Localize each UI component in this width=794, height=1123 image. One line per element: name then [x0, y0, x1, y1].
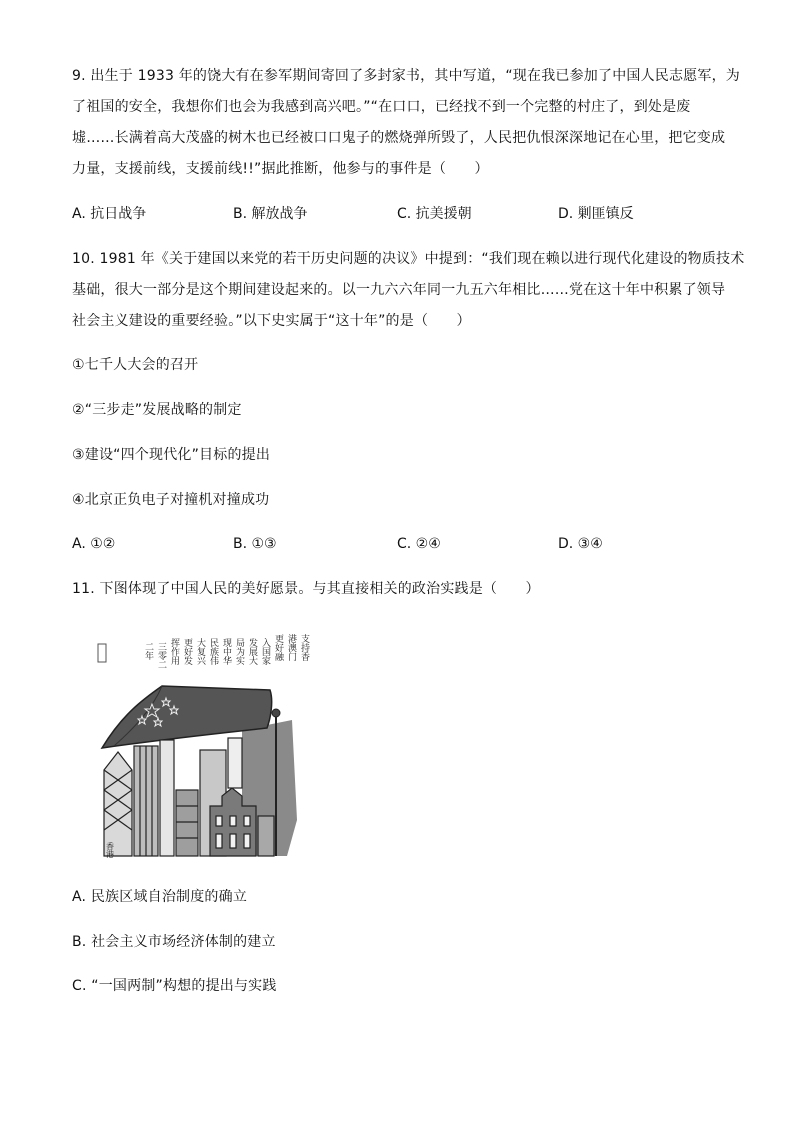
q10-option-d[interactable]: D. ③④: [558, 536, 603, 552]
q11-option-b[interactable]: B. 社会主义市场经济体制的建立: [72, 934, 276, 950]
q9-option-d[interactable]: D. 剿匪镇反: [558, 206, 634, 222]
q10-item-2: ②“三步走”发展战略的制定: [72, 402, 242, 418]
calligraphy-col-10: 更好发: [182, 638, 192, 665]
calligraphy-col-7: 现中华: [221, 638, 231, 665]
q10-options: [72, 534, 732, 554]
calligraphy-col-9: 大复兴: [195, 638, 205, 665]
calligraphy-col-2: 港澳门: [286, 634, 296, 661]
hk-label: 香港: [105, 842, 115, 858]
calligraphy-col-1: 支持香: [299, 634, 309, 661]
q10-line-2: 基础，很大一部分是这个期间建设起来的。以一九六六年同一九五六年相比……党在这十年中积累了领导: [72, 282, 726, 298]
calligraphy-col-3: 更好融: [273, 634, 283, 661]
q10-item-3: ③建设“四个现代化”目标的提出: [72, 447, 271, 463]
q10-line-1: 10. 1981 年《关于建国以来党的若干历史问题的决议》中提到：“我们现在赖以进行现代化建设的物质技术: [72, 251, 745, 267]
calligraphy-col-8: 民族伟: [208, 638, 218, 665]
q10-line-3: 社会主义建设的重要经验。”以下史实属于“这十年”的是（ ）: [72, 313, 471, 329]
q10-item-1: ①七千人大会的召开: [72, 357, 199, 373]
hk-tower: [104, 752, 132, 856]
q9-option-c[interactable]: C. 抗美援朝: [397, 206, 472, 222]
q11-option-a[interactable]: A. 民族区域自治制度的确立: [72, 889, 248, 905]
calligraphy-col-6: 局为实: [234, 638, 244, 665]
q9-options: [72, 204, 732, 224]
calligraphy-col-5: 发展大: [247, 638, 257, 665]
q10-option-c[interactable]: C. ②④: [397, 536, 441, 552]
calligraphy-col-4: 入国家: [260, 638, 270, 665]
calligraphy-col-12: 三零二: [156, 642, 166, 669]
q10-item-4: ④北京正负电子对撞机对撞成功: [72, 492, 270, 508]
q9-line-1: 9. 出生于 1933 年的饶大有在参军期间寄回了多封家书，其中写道，“现在我已参加了中国人民志愿军，为: [72, 68, 740, 84]
calligraphy-col-13: 二年: [143, 642, 153, 660]
q9-line-3: 墟……长满着高大茂盛的树木也已经被口口鬼子的燃烧弹所毁了，人民把仇恨深深地记在心里，把它变成: [72, 130, 726, 146]
q11-option-c[interactable]: C. “一国两制”构想的提出与实践: [72, 978, 277, 994]
q9-line-4: 力量，支援前线，支援前线!!”据此推断，他参与的事件是（ ）: [72, 161, 489, 177]
hk-macau-illustration: [92, 620, 309, 860]
q9-line-2: 了祖国的安全，我想你们也会为我感到高兴吧。”“在口口，已经找不到一个完整的村庄了，到处是废: [72, 99, 691, 115]
seal-stamp: [98, 644, 106, 662]
q9-option-a[interactable]: A. 抗日战争: [72, 206, 147, 222]
calligraphy-col-11: 挥作用: [169, 638, 179, 665]
q11-line-1: 11. 下图体现了中国人民的美好愿景。与其直接相关的政治实践是（ ）: [72, 581, 540, 597]
q9-option-b[interactable]: B. 解放战争: [233, 206, 308, 222]
q10-option-a[interactable]: A. ①②: [72, 536, 116, 552]
q10-option-b[interactable]: B. ①③: [233, 536, 277, 552]
